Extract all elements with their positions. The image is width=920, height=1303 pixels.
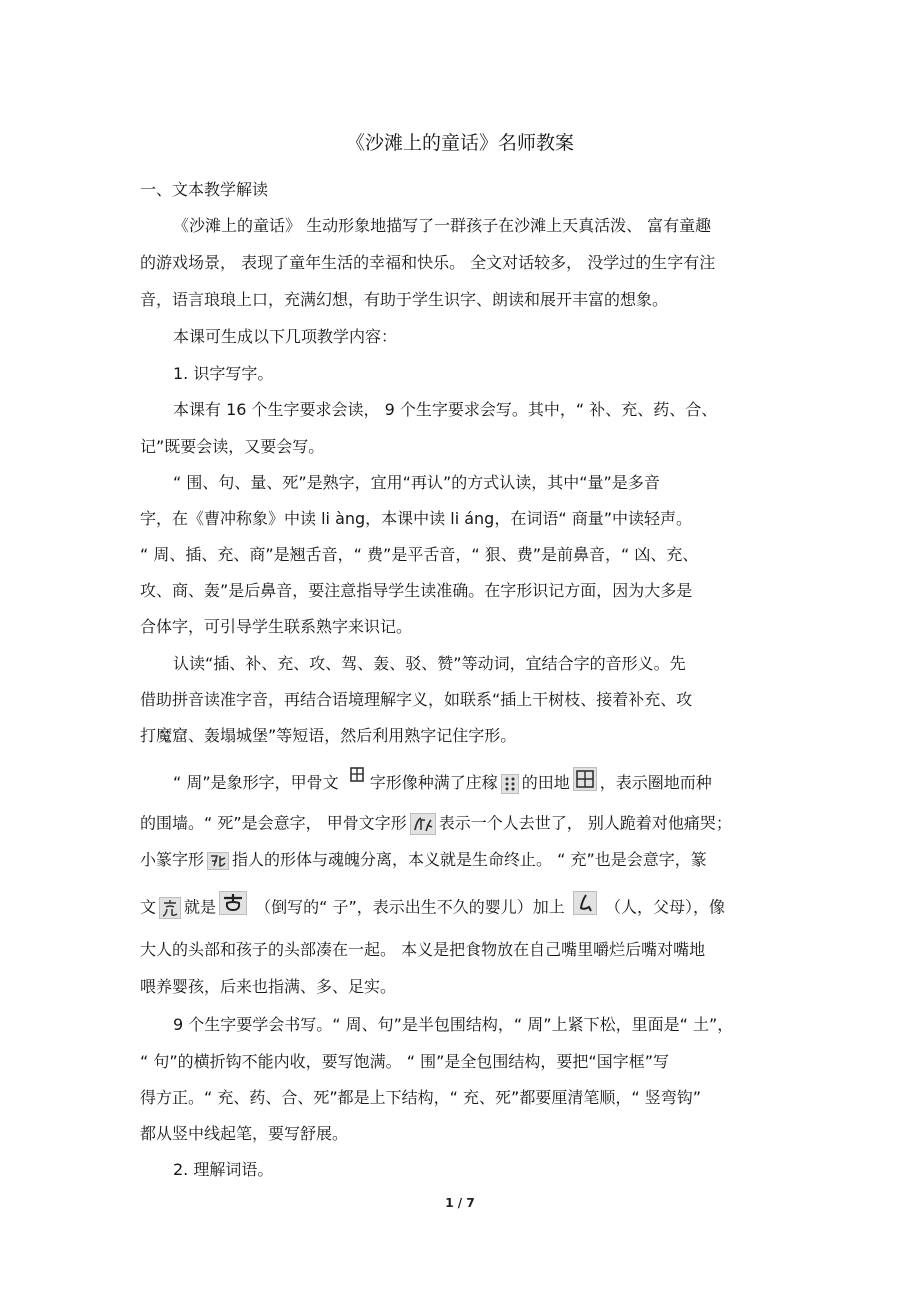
- inverted-zi-glyph-icon: [219, 891, 247, 915]
- seal-text-a: 小篆字形: [140, 850, 205, 869]
- paragraph-line: 本课可生成以下几项教学内容：: [173, 327, 398, 346]
- zhou-text-b: 字形像种满了庄稼: [369, 773, 498, 792]
- document-title: 《沙滩上的童话》名师教案: [345, 132, 574, 154]
- paragraph-line: 的游戏场景， 表现了童年生活的幸福和快乐。 全文对话较多， 没学过的生字有注: [140, 253, 716, 272]
- paragraph-line: 认读“插、补、充、攻、驾、轰、驳、赞”等动词，宜结合字的音形义。先: [173, 654, 686, 673]
- chong-text-b: 就是: [184, 897, 217, 917]
- field-dots-glyph-icon: [501, 774, 519, 794]
- paragraph-line: 得方正。“ 充、药、合、死”都是上下结构，“ 充、死”都要厘清笔顺，“ 竖弯钩”: [140, 1088, 701, 1107]
- paragraph-line: 喂养婴孩，后来也指满、多、足实。: [140, 977, 397, 996]
- seal-text-b: 指人的形体与魂魄分离，本义就是生命终止。 “ 充”也是会意字，篆: [232, 850, 707, 869]
- paragraph-line: 音，语言琅琅上口，充满幻想，有助于学生识字、朗读和展开丰富的想象。: [140, 290, 669, 309]
- oracle-zhou-glyph-icon: [347, 765, 367, 785]
- chong-text-c: （倒写的“ 子”，表示出生不久的婴儿）加上: [250, 897, 570, 917]
- subheading: 2. 理解词语。: [173, 1160, 274, 1179]
- paragraph-line: 合体字，可引导学生联系熟字来识记。: [140, 617, 413, 636]
- chong-text-d: （人，父母），像: [599, 897, 725, 917]
- page-number: 1 / 7: [445, 1196, 475, 1210]
- chong-text-a: 文: [140, 897, 157, 917]
- paragraph-line: “ 句”的横折钩不能内收，要写饱满。 “ 围”是全包围结构，要把“国字框”写: [140, 1052, 669, 1071]
- paragraph-line: “ 围、句、量、死”是熟字，宜用“再认”的方式认读，其中“量”是多音: [173, 473, 660, 492]
- subheading: 1. 识字写字。: [173, 364, 274, 383]
- seal-si-glyph-icon: [207, 852, 229, 870]
- paragraph-line: 本课有 16 个生字要求会读， 9 个生字要求会写。其中，“ 补、充、药、合、: [173, 400, 718, 419]
- chong-paragraph-line: [140, 897, 725, 917]
- zhou-paragraph-line: [173, 773, 712, 793]
- paragraph-line: 字，在《曹冲称象》中读 li àng，本课中读 li áng，在词语“ 商量”中读轻声。: [140, 509, 692, 528]
- paragraph-line: 打魔窟、轰塌城堡”等短语，然后利用熟字记住字形。: [140, 726, 517, 745]
- ren-glyph-icon: [573, 891, 597, 915]
- paragraph-line: 攻、商、轰”是后鼻音，要注意指导学生读准确。在字形识记方面，因为大多是: [140, 581, 693, 600]
- zhou-text-d: ，表示圈地而种: [599, 773, 712, 792]
- paragraph-line: 都从竖中线起笔，要写舒展。: [140, 1124, 349, 1143]
- seal-paragraph-line: [140, 850, 707, 870]
- paragraph-line: 大人的头部和孩子的头部凑在一起。 本义是把食物放在自己嘴里嚼烂后嘴对嘴地: [140, 940, 706, 959]
- zhou-text-c: 的田地: [521, 773, 570, 792]
- paragraph-line: 9 个生字要学会书写。“ 周、句”是半包围结构，“ 周”上紧下松，里面是“ 土”，: [173, 1015, 734, 1034]
- si-paragraph-line: [140, 813, 732, 833]
- si-text-a: 的围墙。“ 死”是会意字， 甲骨文字形: [140, 813, 407, 833]
- si-text-b: 表示一个人去世了， 别人跪着对他痛哭；: [438, 813, 732, 833]
- paragraph-line: 借助拼音读准字音，再结合语境理解字义，如联系“插上干树枝、接着补充、攻: [140, 690, 693, 709]
- zhou-text-a: “ 周”是象形字，甲骨文: [173, 773, 344, 792]
- paragraph-line: “ 周、插、充、商”是翘舌音，“ 费”是平舌音，“ 狠、费”是前鼻音，“ 凶、充、: [140, 545, 699, 564]
- paragraph-line: 记”既要会读，又要会写。: [140, 437, 325, 456]
- section-heading: 一、文本教学解读: [140, 180, 269, 199]
- oracle-si-glyph-icon: [410, 813, 436, 835]
- field-tian-glyph-icon: [573, 767, 597, 791]
- seal-chong-glyph-icon: [159, 897, 181, 919]
- paragraph-line: 《沙滩上的童话》 生动形象地描写了一群孩子在沙滩上天真活泼、 富有童趣: [173, 216, 712, 235]
